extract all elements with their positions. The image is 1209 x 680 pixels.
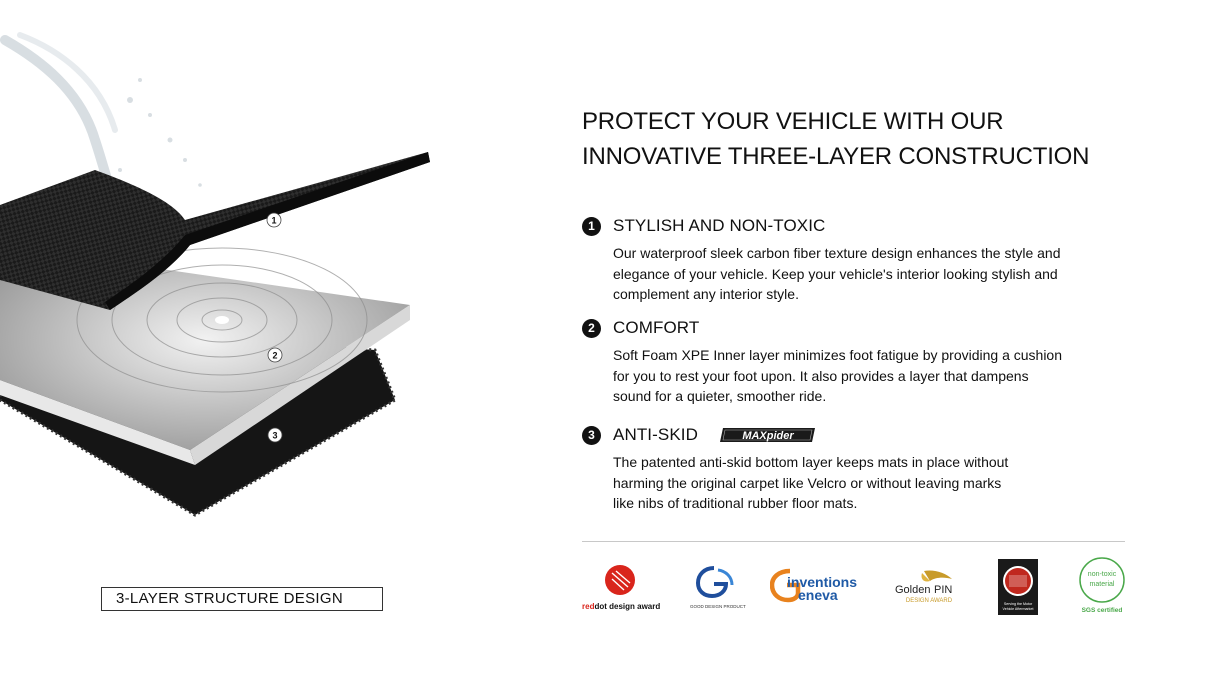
- svg-text:DESIGN AWARD: DESIGN AWARD: [905, 598, 953, 604]
- feature-title-row: [582, 215, 1102, 237]
- reddot-award-logo: reddot design award: [582, 563, 664, 611]
- sgs-non-toxic-logo: [1074, 555, 1130, 622]
- maxpider-logo: [720, 426, 816, 444]
- headline-line-1: PROTECT YOUR VEHICLE WITH OUR: [582, 108, 1004, 135]
- svg-text:inventions: inventions: [787, 574, 858, 590]
- page-headline: [582, 104, 1089, 174]
- sema-icon: [998, 559, 1038, 615]
- headline-line-2: INNOVATIVE THREE-LAYER CONSTRUCTION: [582, 143, 1090, 170]
- svg-text:3: 3: [272, 430, 278, 441]
- svg-text:Golden: Golden: [895, 584, 931, 596]
- feature-comfort: [582, 317, 1102, 407]
- feature-title: ANTI-SKID: [613, 425, 698, 444]
- svg-text:eneva: eneva: [798, 587, 838, 603]
- feature-description: Soft Foam XPE Inner layer minimizes foot fatigue by providing a cushion for you to rest your foot upon. It also provides a layer that dampens sound for a quieter, smoother ride.: [613, 347, 1062, 404]
- svg-text:SGS certified: SGS certified: [1081, 607, 1123, 614]
- svg-text:2: 2: [272, 350, 278, 361]
- number-badge-icon: 2: [582, 319, 601, 338]
- svg-text:material: material: [1089, 581, 1115, 588]
- svg-text:non-toxic: non-toxic: [1087, 571, 1117, 578]
- structure-caption: 3-LAYER STRUCTURE DESIGN: [101, 587, 383, 611]
- number-badge-icon: 1: [582, 217, 601, 236]
- feature-stylish: [582, 215, 1102, 305]
- feature-description: The patented anti-skid bottom layer keeps mats in place without harming the original carpet like Velcro or without leaving marks like nibs of traditional rubber floor mats.: [613, 454, 1009, 511]
- svg-text:PIN: PIN: [934, 584, 953, 596]
- svg-text:MAXpider: MAXpider: [742, 430, 794, 442]
- svg-text:Serving the Motor: Serving the Motor: [1003, 602, 1033, 606]
- svg-text:1: 1: [271, 215, 277, 226]
- feature-anti-skid: [582, 424, 1102, 514]
- feature-title: STYLISH AND NON-TOXIC: [613, 216, 826, 235]
- layer-label-1: [267, 213, 281, 227]
- feature-title-row: [582, 424, 1102, 446]
- good-design-icon: [692, 565, 736, 599]
- sema-logo: [998, 559, 1038, 620]
- golden-pin-logo: [894, 567, 964, 610]
- layer-label-3: [268, 428, 282, 442]
- feature-description: Our waterproof sleek carbon fiber texture design enhances the style and elegance of your vehicle. Keep your vehicle's interior looking stylish and complement any interior style.: [613, 245, 1061, 302]
- inventions-geneva-logo: [770, 567, 864, 608]
- svg-text:Vehicle Aftermarket: Vehicle Aftermarket: [1002, 607, 1034, 611]
- number-badge-icon: 3: [582, 426, 601, 445]
- feature-title: COMFORT: [613, 318, 700, 337]
- section-divider: [582, 541, 1125, 542]
- inventions-geneva-icon: [770, 567, 864, 603]
- reddot-icon: [582, 563, 664, 597]
- golden-pin-icon: [894, 567, 964, 605]
- awards-row: [582, 555, 1142, 620]
- feature-title-row: [582, 317, 1102, 339]
- three-layer-mat-illustration: [0, 20, 440, 530]
- layer-label-2: [268, 348, 282, 362]
- sgs-icon: [1074, 555, 1130, 617]
- good-design-logo: GOOD DESIGN PRODUCT: [690, 565, 738, 609]
